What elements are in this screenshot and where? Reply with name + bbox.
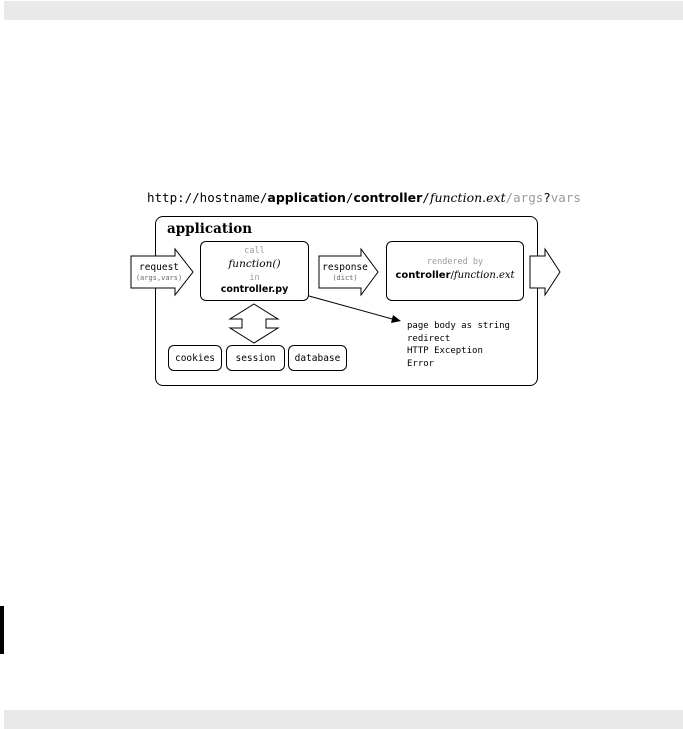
url-function: function.ext [429, 190, 506, 205]
render-controller: controller [395, 270, 451, 281]
response-sub: (dict) [332, 274, 358, 282]
url-slash-1: / [345, 190, 354, 205]
cookies-box: cookies [168, 345, 222, 371]
rendered-by-label: rendered by [426, 257, 484, 267]
result-arrowhead [391, 315, 401, 323]
in-label: in [249, 273, 260, 283]
result-item: Error [407, 358, 435, 369]
url-args: args [513, 190, 544, 205]
function-label: function() [228, 258, 281, 270]
results-list [407, 320, 510, 370]
response-label: response [322, 262, 368, 273]
call-label: call [244, 246, 265, 256]
url-controller: controller [353, 190, 423, 205]
render-view-label [386, 270, 524, 281]
result-line [309, 296, 396, 320]
output-arrow [530, 249, 560, 295]
render-slash: / [450, 270, 454, 281]
url-vars: vars [550, 190, 581, 205]
result-item: redirect [407, 333, 451, 344]
url-slash-2: / [422, 190, 430, 205]
request-sub: (args,vars) [135, 274, 183, 282]
request-label: request [138, 262, 180, 273]
database-box: database [288, 345, 347, 371]
url-slash-3: / [505, 190, 514, 205]
url-protocol: http://hostname/ [147, 190, 268, 205]
session-box: session [226, 345, 285, 371]
double-arrow [230, 304, 278, 343]
url-question: ? [543, 190, 551, 205]
result-item: page body as string [407, 321, 510, 331]
result-item: HTTP Exception [407, 346, 483, 356]
render-function: function.ext [453, 270, 515, 281]
url-application: application [267, 190, 346, 205]
application-title: application [167, 221, 253, 237]
controller-file-label: controller.py [220, 284, 289, 295]
